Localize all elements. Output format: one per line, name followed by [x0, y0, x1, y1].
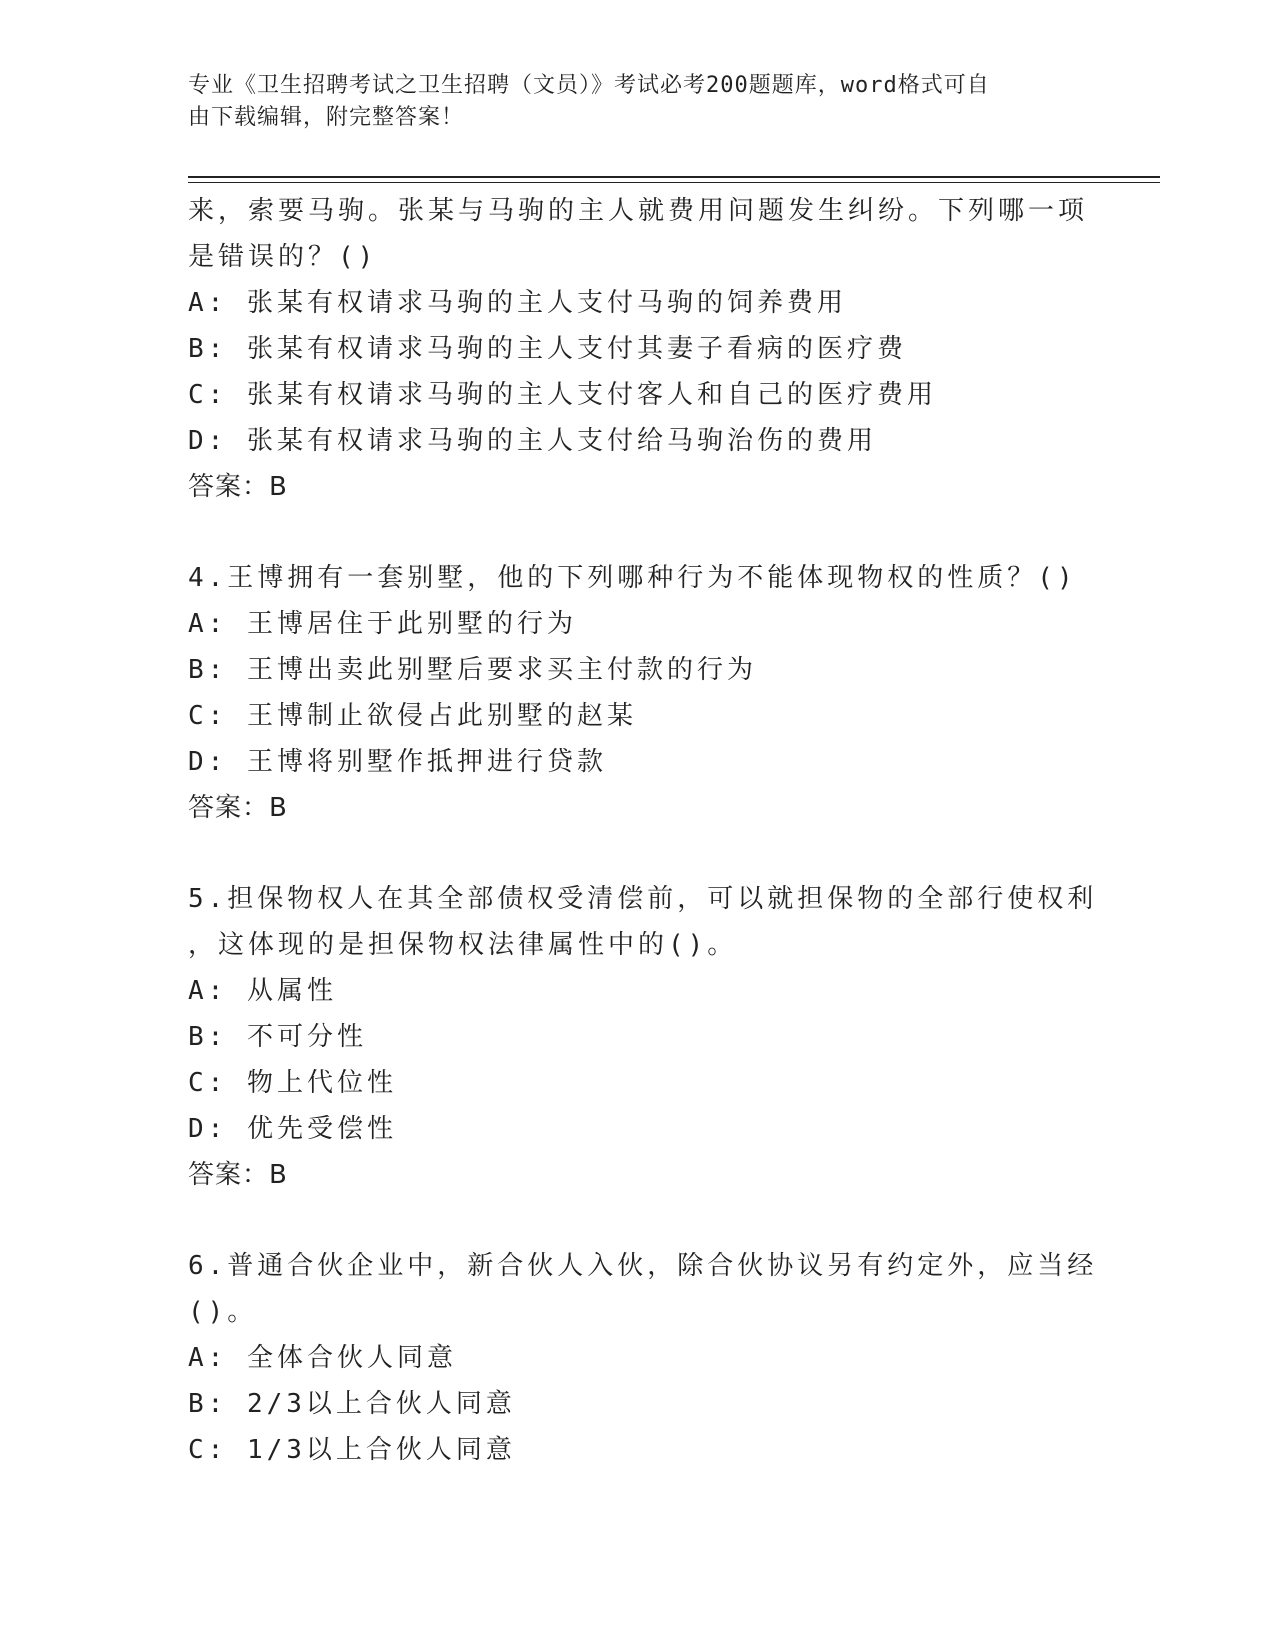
question-3 — [188, 188, 1088, 510]
option-d: D: 张某有权请求马驹的主人支付给马驹治伤的费用 — [188, 426, 877, 456]
header-rule-thick — [188, 176, 1160, 178]
answer: 答案：B — [188, 793, 288, 823]
option-b: B: 2/3以上合伙人同意 — [188, 1389, 516, 1419]
question-6 — [188, 1243, 1098, 1473]
option-d: D: 优先受偿性 — [188, 1114, 397, 1144]
answer: 答案：B — [188, 1160, 288, 1190]
option-a: A: 张某有权请求马驹的主人支付马驹的饲养费用 — [188, 288, 847, 318]
question-stem: ()。 — [188, 1297, 258, 1327]
question-list — [188, 188, 1098, 1473]
spacer — [188, 1198, 1088, 1243]
header-line-2: 由下载编辑，附完整答案！ — [188, 105, 465, 130]
option-a: A: 全体合伙人同意 — [188, 1343, 457, 1373]
document-header — [188, 70, 1068, 134]
question-4 — [188, 555, 1088, 831]
question-stem: 来，索要马驹。张某与马驹的主人就费用问题发生纠纷。下列哪一项 — [188, 196, 1089, 226]
question-stem: 是错误的？() — [188, 242, 378, 272]
option-b: B: 张某有权请求马驹的主人支付其妻子看病的医疗费 — [188, 334, 907, 364]
option-d: D: 王博将别墅作抵押进行贷款 — [188, 747, 607, 777]
option-b: B: 不可分性 — [188, 1022, 367, 1052]
header-line-1: 专业《卫生招聘考试之卫生招聘（文员）》考试必考200题题库，word格式可自 — [188, 73, 990, 98]
answer: 答案：B — [188, 472, 288, 502]
spacer — [188, 510, 1088, 555]
option-a: A: 王博居住于此别墅的行为 — [188, 609, 577, 639]
header-rule-thin — [188, 182, 1160, 183]
option-c: C: 张某有权请求马驹的主人支付客人和自己的医疗费用 — [188, 380, 937, 410]
option-c: C: 1/3以上合伙人同意 — [188, 1435, 516, 1465]
option-a: A: 从属性 — [188, 976, 337, 1006]
question-stem: 5.担保物权人在其全部债权受清偿前，可以就担保物的全部行使权利 — [188, 884, 1098, 914]
question-stem: 4.王博拥有一套别墅，他的下列哪种行为不能体现物权的性质？() — [188, 563, 1077, 593]
option-b: B: 王博出卖此别墅后要求买主付款的行为 — [188, 655, 757, 685]
spacer — [188, 831, 1088, 876]
question-stem: 6.普通合伙企业中，新合伙人入伙，除合伙协议另有约定外，应当经 — [188, 1251, 1098, 1281]
option-c: C: 王博制止欲侵占此别墅的赵某 — [188, 701, 637, 731]
question-5 — [188, 876, 1098, 1198]
option-c: C: 物上代位性 — [188, 1068, 397, 1098]
question-stem: ，这体现的是担保物权法律属性中的()。 — [188, 930, 738, 960]
